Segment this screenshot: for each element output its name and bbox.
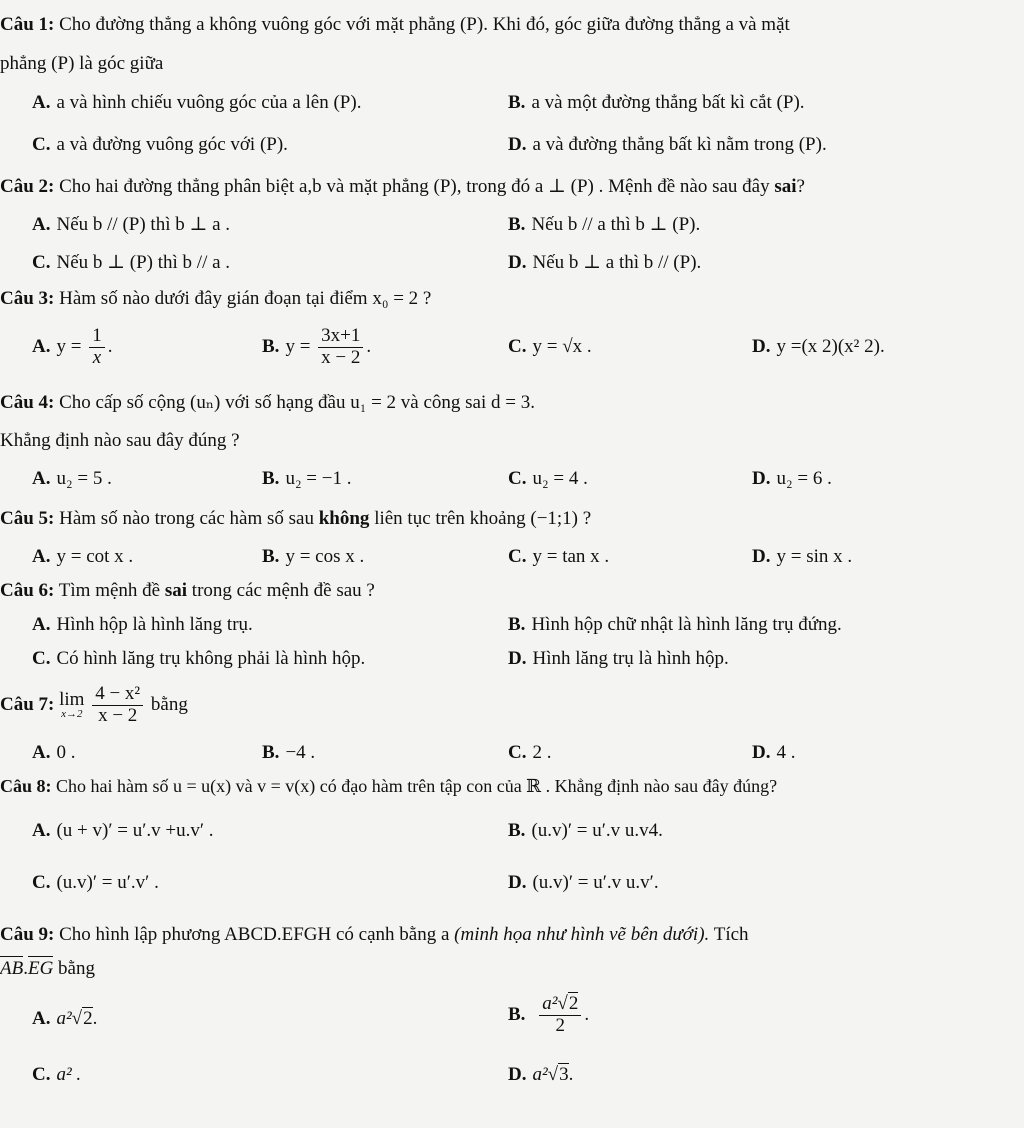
limit-operator: lim x→2 [59, 689, 85, 721]
q8-option-b: B. (u.v)′ = u′.v u.v4. [508, 820, 663, 841]
q3-option-c: C. y = √x . [508, 336, 592, 357]
q9-option-b: B. $\frac{\text{a²√2}}{2}$ . [508, 993, 590, 1036]
q8-option-d: D. (u.v)′ = u′.v u.v′. [508, 872, 659, 893]
q9-stem-line2: AB.EG bằng [0, 958, 95, 979]
fraction: $\frac{\text{a²√2}}{2}$ [539, 994, 581, 1037]
vector-ab: AB [0, 958, 24, 979]
q3-option-d: D. y =(x 2)(x² 2). [752, 336, 885, 357]
q9-option-a: A. a²√2. [32, 1008, 98, 1029]
q5-option-c: C. y = tan x . [508, 546, 610, 567]
q6-option-d: D. Hình lăng trụ là hình hộp. [508, 648, 729, 669]
q7-option-d: D. 4 . [752, 742, 796, 763]
q2-option-c: C. Nếu b ⊥ (P) thì b // a . [32, 252, 231, 273]
fraction: $\frac{3x+1}{x - 2}$ [318, 326, 363, 369]
q9-stem: Câu 9: Cho hình lập phương ABCD.EFGH có cạnh bằng a (minh họa như hình vẽ bên dưới). Tích [0, 924, 749, 945]
q2-option-a: A. Nếu b // (P) thì b ⊥ a . [32, 214, 231, 235]
q1-stem: Câu 1: Cho đường thẳng a không vuông góc với mặt phẳng (P). Khi đó, góc giữa đường thẳng a và mặt [0, 14, 790, 35]
q6-option-b: B. Hình hộp chữ nhật là hình lăng trụ đứng. [508, 614, 842, 635]
q1-option-a: A. a và hình chiếu vuông góc của a lên (P). [32, 92, 362, 113]
q3-option-b: B. y = $\frac{3x+1}{x - 2}$ . [262, 325, 372, 368]
q8-option-a: A. (u + v)′ = u′.v +u.v′ . [32, 820, 214, 841]
q4-option-a: A. u₂ = 5 . [32, 468, 112, 489]
q2-option-b: B. Nếu b // a thì b ⊥ (P). [508, 214, 701, 235]
q2-option-d: D. Nếu b ⊥ a thì b // (P). [508, 252, 702, 273]
q1-option-d: D. a và đường thẳng bất kì nằm trong (P). [508, 134, 827, 155]
q9-option-c: C. a² . [32, 1064, 82, 1085]
q4-option-b: B. u₂ = −1 . [262, 468, 352, 489]
q4-stem: Câu 4: Cho cấp số cộng (uₙ) với số hạng đầu u₁ = 2 và công sai d = 3. [0, 392, 535, 413]
q1-option-b: B. a và một đường thẳng bất kì cắt (P). [508, 92, 805, 113]
q5-option-d: D. y = sin x . [752, 546, 853, 567]
q8-option-c: C. (u.v)′ = u′.v′ . [32, 872, 159, 893]
q7-option-a: A. 0 . [32, 742, 76, 763]
q7-option-b: B. −4 . [262, 742, 316, 763]
q9-option-d: D. a²√3. [508, 1064, 574, 1085]
q5-option-a: A. y = cot x . [32, 546, 134, 567]
q2-stem: Câu 2: Cho hai đường thẳng phân biệt a,b và mặt phẳng (P), trong đó a ⊥ (P) . Mệnh đề nào sau đây sai? [0, 176, 805, 197]
q5-stem: Câu 5: Hàm số nào trong các hàm số sau không liên tục trên khoảng (−1;1) ? [0, 508, 592, 529]
q6-option-a: A. Hình hộp là hình lăng trụ. [32, 614, 253, 635]
q7-stem: Câu 7: lim x→2 $\frac{\text{4 − x²}}{x - 2}$ bằng [0, 683, 188, 726]
q5-option-b: B. y = cos x . [262, 546, 365, 567]
q3-option-a: A. y = $\frac{1}{x}$ . [32, 325, 113, 368]
vector-eg: EG [27, 958, 54, 979]
q1-stem-line2: phẳng (P) là góc giữa [0, 53, 164, 74]
fraction: $\frac{\text{4 − x²}}{x - 2}$ [92, 684, 143, 727]
fraction: $\frac{1}{x}$ [89, 326, 105, 369]
q8-stem: Câu 8: Cho hai hàm số u = u(x) và v = v(x) có đạo hàm trên tập con của ℝ . Khẳng định nào sau đây đúng? [0, 776, 778, 796]
q7-option-c: C. 2 . [508, 742, 552, 763]
q4-option-d: D. u₂ = 6 . [752, 468, 832, 489]
q3-stem: Câu 3: Hàm số nào dưới đây gián đoạn tại điểm x₀ = 2 ? [0, 288, 432, 309]
q4-option-c: C. u₂ = 4 . [508, 468, 588, 489]
q6-option-c: C. Có hình lăng trụ không phải là hình hộp. [32, 648, 366, 669]
q4-stem-line2: Khẳng định nào sau đây đúng ? [0, 430, 240, 451]
q6-stem: Câu 6: Tìm mệnh đề sai trong các mệnh đề sau ? [0, 580, 375, 601]
q1-option-c: C. a và đường vuông góc với (P). [32, 134, 288, 155]
